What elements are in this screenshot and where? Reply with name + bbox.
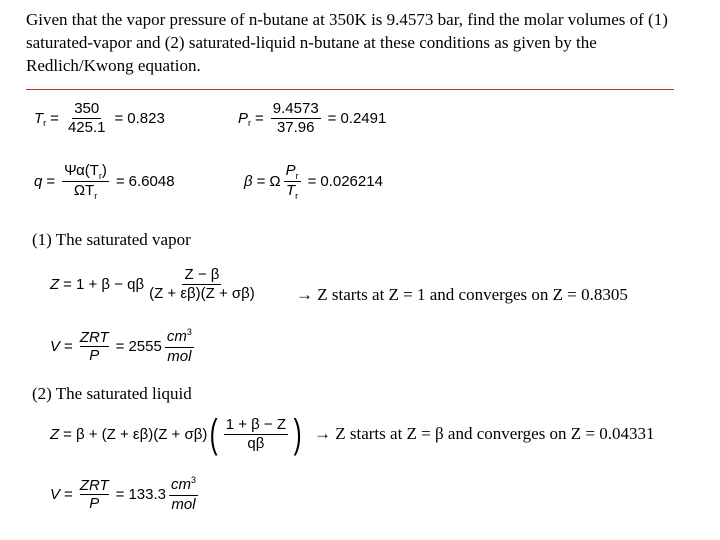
beta-numerator: P (285, 162, 296, 179)
q-num-sub: r (98, 171, 102, 181)
tr-denominator: 425.1 (67, 119, 106, 136)
liquid-v-numerator: ZRT (79, 477, 109, 494)
vapor-v-denominator: P (89, 347, 100, 364)
vapor-v-numerator: ZRT (79, 329, 109, 346)
vapor-v-result: 2555 (128, 338, 162, 355)
q-result: 6.6048 (128, 173, 175, 190)
beta-result: 0.026214 (320, 173, 383, 190)
beta-symbol: β (244, 173, 253, 190)
pr-sub: r (248, 117, 252, 128)
vapor-note-text: Z starts at Z = 1 and converges on Z = 0.8305 (317, 285, 628, 304)
beta-den-sub: r (295, 191, 299, 201)
liquid-unit-num: cm (170, 476, 191, 493)
liquid-note-text: Z starts at Z = β and converges on Z = 0.04331 (335, 424, 655, 443)
vapor-z-numerator: Z − β (184, 266, 220, 283)
q-numerator: Ψα(T (64, 162, 99, 179)
liquid-z-equation: Z = β + (Z + εβ)(Z + σβ) ( $\frac{1 + \beta - Z}{q\beta}$ ) (50, 412, 302, 456)
tr-equation: T r = $\frac{350}{425.1}$ = 0.823 (34, 100, 165, 136)
q-num-close: ) (101, 162, 107, 179)
liquid-v-lhs: V (50, 486, 61, 503)
beta-coef: Ω (269, 173, 281, 190)
pr-equation: P r = $\frac{9.4573}{37.96}$ = 0.2491 (238, 100, 387, 136)
vapor-z-lhs: Z (50, 276, 60, 293)
arrow-right-icon: → (296, 285, 313, 304)
beta-denominator: T (285, 182, 296, 199)
tr-symbol: T (34, 110, 44, 127)
liquid-z-rhs: β + (Z + εβ)(Z + σβ) (75, 425, 208, 443)
beta-num-sub: r (295, 171, 299, 181)
liquid-heading: (2) The saturated liquid (32, 384, 192, 403)
pr-result: 0.2491 (340, 110, 387, 127)
vapor-unit-sup: 3 (186, 327, 192, 337)
liquid-unit-sup: 3 (190, 475, 196, 485)
liquid-unit-den: mol (171, 496, 196, 513)
liquid-v-result: 133.3 (128, 486, 166, 503)
liquid-note (314, 424, 655, 444)
vapor-z-equation: Z = 1 + β − qβ $\frac{Z - \beta}{(Z + \varepsilon\beta)(Z + \sigma\beta)}$ (50, 266, 255, 302)
vapor-v-lhs: V (50, 338, 61, 355)
vapor-heading: (1) The saturated vapor (32, 230, 191, 249)
divider-line (26, 89, 674, 90)
q-symbol: q (34, 173, 43, 190)
vapor-unit-num: cm (166, 328, 187, 345)
vapor-note (296, 285, 628, 305)
vapor-v-equation: V = $\frac{\text{ZRT}}{P}$ = 2555 $\frac{cm^3}{\text{mol}}$ (50, 327, 192, 365)
liquid-z-denominator: qβ (247, 434, 265, 452)
q-equation: q = $\frac{\Psi\alpha(T_r)}{\Omega T_r}$ = 6.6048 (34, 162, 175, 201)
vapor-z-denominator: (Z + εβ)(Z + σβ) (149, 285, 255, 302)
pr-symbol: P (238, 110, 249, 127)
tr-result: 0.823 (127, 110, 165, 127)
vapor-unit-den: mol (167, 348, 192, 365)
q-den-sub: r (94, 191, 98, 201)
beta-equation: β = Ω $\frac{P_r}{T_r}$ = 0.026214 (244, 162, 383, 201)
liquid-z-lhs: Z (50, 425, 60, 443)
tr-sub: r (43, 117, 47, 128)
liquid-z-numerator: 1 + β − Z (225, 415, 287, 433)
tr-numerator: 350 (74, 100, 100, 117)
arrow-right-icon: → (314, 424, 331, 443)
liquid-v-equation: V = $\frac{\text{ZRT}}{P}$ = 133.3 $\frac{cm^3}{\text{mol}}$ (50, 475, 196, 513)
pr-numerator: 9.4573 (272, 100, 319, 117)
problem-statement: Given that the vapor pressure of n-butane at 350K is 9.4573 bar, find the molar volumes of (1) saturated-vapor and (2) saturated-liquid n-butane at these conditions as given by the Redlich/Kwong equation. (26, 10, 668, 75)
liquid-v-denominator: P (89, 495, 100, 512)
q-denominator: ΩT (73, 182, 95, 199)
vapor-z-rhs: 1 + β − qβ (75, 276, 145, 293)
pr-denominator: 37.96 (276, 119, 315, 136)
